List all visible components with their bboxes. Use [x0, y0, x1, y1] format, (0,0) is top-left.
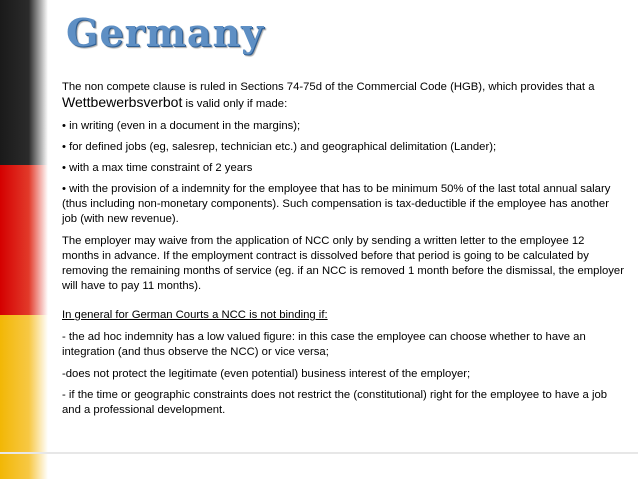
bullet-item: • in writing (even in a document in the margins); — [62, 120, 301, 132]
courts-point: -does not protect the legitimate (even potential) business interest of the employer; — [62, 368, 471, 380]
bottom-divider — [0, 452, 638, 454]
slide-title: Germany — [66, 10, 265, 55]
flag-stripe-black — [0, 0, 48, 165]
intro-text-start: The non compete clause is ruled in Sections 74-75d of the Commercial Code (HGB), which provides that a — [62, 81, 595, 93]
courts-point: - if the time or geographic constraints does not restrict the (constitutional) right for the employee to have a job and a professional development. — [62, 389, 608, 416]
bullet-item: • for defined jobs (eg, salesrep, technician etc.) and geographical delimitation (Lander); — [62, 141, 497, 153]
bullet-item: • with the provision of a indemnity for the employee that has to be minimum 50% of the last total annual salary (thus including non-monetary components). Such compensation is tax-deductible if the employee has another job (with new revenue). — [62, 183, 611, 225]
intro-text-end: is valid only if made: — [182, 98, 288, 110]
intro-paragraph — [62, 80, 624, 112]
waiver-paragraph: The employer may waive from the application of NCC only by sending a written letter to the employee 12 months in advance. If the employment contract is dissolved before that period is going to be calculated by removing the remaining months of service (eg. if an NCC is removed 1 month before the dismissal, the employer will have to pay 11 months). — [62, 235, 624, 292]
intro-highlight-term: Wettbewerbsverbot — [62, 94, 183, 110]
courts-heading: In general for German Courts a NCC is not binding if: — [62, 309, 328, 321]
courts-point: - the ad hoc indemnity has a low valued figure: in this case the employee can choose whether to have an integration (and thus observe the NCC) or vice versa; — [62, 331, 586, 358]
german-flag-band — [0, 0, 48, 479]
slide-body — [62, 80, 624, 425]
bullet-item: • with a max time constraint of 2 years — [62, 162, 253, 174]
flag-stripe-gold — [0, 315, 48, 479]
flag-stripe-red — [0, 165, 48, 315]
